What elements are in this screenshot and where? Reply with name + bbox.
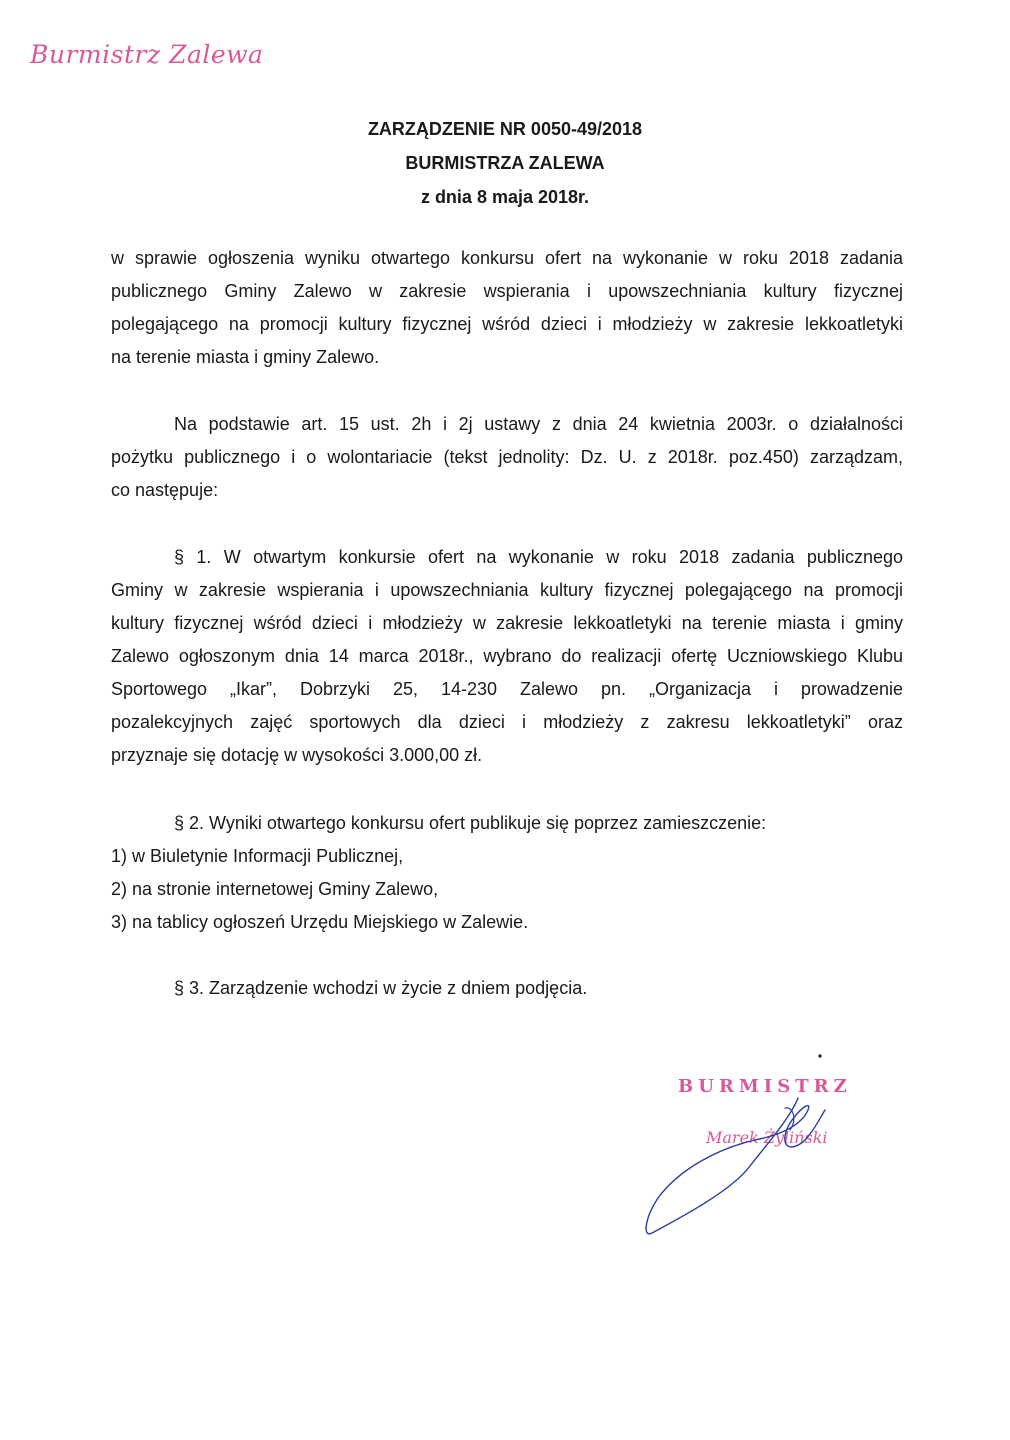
publication-list-item: 2) na stronie internetowej Gminy Zalewo,	[111, 879, 439, 899]
signature-block	[640, 1048, 880, 1248]
signature-stamp-name: Marek Żyliński	[706, 1128, 828, 1147]
section-1-paragraph	[111, 541, 903, 772]
section-1-line: Sportowego „Ikar”, Dobrzyki 25, 14-230 Zalewo pn. „Organizacja i prowadzenie	[111, 679, 903, 699]
handwritten-signature-icon	[640, 1048, 880, 1248]
section-2-paragraph	[111, 807, 903, 939]
subject-paragraph	[111, 242, 903, 374]
legal-basis-line: Na podstawie art. 15 ust. 2h i 2j ustawy z dnia 24 kwietnia 2003r. o działalności	[174, 414, 903, 434]
subject-line: na terenie miasta i gminy Zalewo.	[111, 347, 380, 367]
section-1-line: przyznaje się dotację w wysokości 3.000,00 zł.	[111, 745, 483, 765]
publication-list-item: 1) w Biuletynie Informacji Publicznej,	[111, 846, 404, 866]
document-title: ZARZĄDZENIE NR 0050-49/2018	[367, 119, 643, 139]
section-1-line: kultury fizycznej wśród dzieci i młodzieży w zakresie lekkoatletyki na terenie miasta i gminy	[111, 613, 903, 633]
issuing-authority: BURMISTRZA ZALEWA	[405, 153, 605, 173]
subject-line: publicznego Gminy Zalewo w zakresie wspierania i upowszechniania kultury fizycznej	[111, 281, 903, 301]
legal-basis-paragraph	[111, 408, 903, 507]
section-1-line: Gminy w zakresie wspierania i upowszechniania kultury fizycznej polegającego na promocji	[111, 580, 903, 600]
legal-basis-line: co następuje:	[111, 480, 219, 500]
issuer-stamp: Burmistrz Zalewa	[30, 40, 264, 69]
legal-basis-line: pożytku publicznego i o wolontariacie (tekst jednolity: Dz. U. z 2018r. poz.450) zarządzam,	[111, 447, 903, 467]
signature-stamp-title: BURMISTRZ	[678, 1076, 852, 1097]
subject-line: polegającego na promocji kultury fizycznej wśród dzieci i młodzieży w zakresie lekkoatletyki	[111, 314, 903, 334]
section-1-line: pozalekcyjnych zajęć sportowych dla dzieci i młodzieży z zakresu lekkoatletyki” oraz	[111, 712, 903, 732]
section-3-line: § 3. Zarządzenie wchodzi w życie z dniem podjęcia.	[174, 978, 588, 998]
subject-line: w sprawie ogłoszenia wyniku otwartego konkursu ofert na wykonanie w roku 2018 zadania	[111, 248, 903, 268]
document-date: z dnia 8 maja 2018r.	[420, 187, 590, 207]
section-1-line: § 1. W otwartym konkursie ofert na wykonanie w roku 2018 zadania publicznego	[174, 547, 903, 567]
section-1-line: Zalewo ogłoszonym dnia 14 marca 2018r., wybrano do realizacji ofertę Uczniowskiego Klubu	[111, 646, 903, 666]
publication-list-item: 3) na tablicy ogłoszeń Urzędu Miejskiego w Zalewie.	[111, 912, 529, 932]
section-2-intro: § 2. Wyniki otwartego konkursu ofert publikuje się poprzez zamieszczenie:	[174, 813, 767, 833]
section-3-paragraph	[111, 972, 903, 1005]
document-header	[0, 112, 1010, 214]
